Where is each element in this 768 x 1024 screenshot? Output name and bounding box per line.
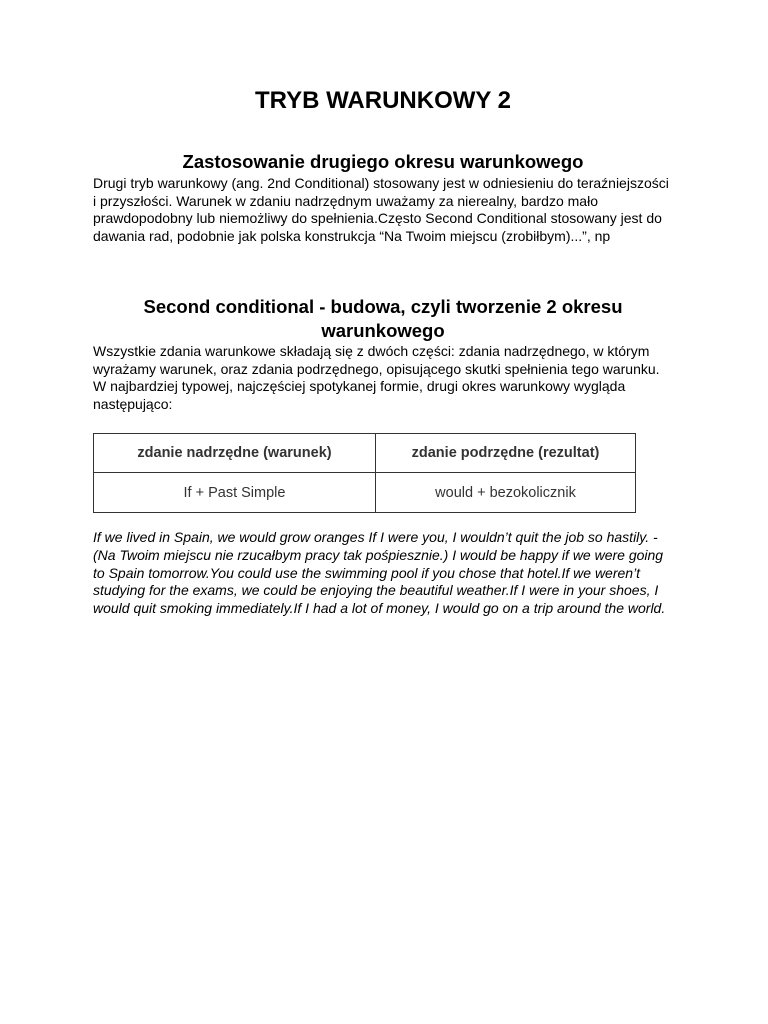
table-cell: would + bezokolicznik	[376, 473, 636, 513]
table-header-row	[94, 434, 636, 473]
table-row	[94, 473, 636, 513]
section-heading-usage: Zastosowanie drugiego okresu warunkowego	[182, 151, 584, 172]
section-body-usage: Drugi tryb warunkowy (ang. 2nd Conditional) stosowany jest w odniesieniu do teraźniejszości i przyszłości. Warunek w zdaniu nadrzędnym uważamy za nierealny, bardzo mało prawdopodobny lub niemożliwy do spełnienia.Często Second Conditional stosowany jest do dawania rad, podobnie jak polska konstrukcja “Na Twoim miejscu (zrobiłbym)...”, np	[93, 175, 669, 244]
section-heading-structure: Second conditional - budowa, czyli tworzenie 2 okresu warunkowego	[143, 296, 623, 341]
table-header-cell: zdanie nadrzędne (warunek)	[94, 434, 376, 473]
table-header-cell: zdanie podrzędne (rezultat)	[376, 434, 636, 473]
document-title: TRYB WARUNKOWY 2	[254, 87, 511, 114]
conditional-structure-table	[93, 433, 636, 513]
examples-paragraph: If we lived in Spain, we would grow oranges If I were you, I wouldn’t quit the job so hastily. - (Na Twoim miejscu nie rzucałbym pracy tak pośpiesznie.) I would be happy if we were going to Spain tomorrow.You could use the swimming pool if you chose that hotel.If we weren’t studying for the exams, we could be enjoying the beautiful weather.If I were in your shoes, I would quit smoking immediately.If I had a lot of money, I would go on a trip around the world.	[93, 529, 666, 617]
table-cell: If + Past Simple	[94, 473, 376, 513]
section-body-structure: Wszystkie zdania warunkowe składają się z dwóch części: zdania nadrzędnego, w którym wyrażamy warunek, oraz zdania podrzędnego, opisującego skutki spełnienia tego warunku. W najbardziej typowej, najczęściej spotykanej formie, drugi okres warunkowy wygląda następująco:	[93, 343, 660, 412]
